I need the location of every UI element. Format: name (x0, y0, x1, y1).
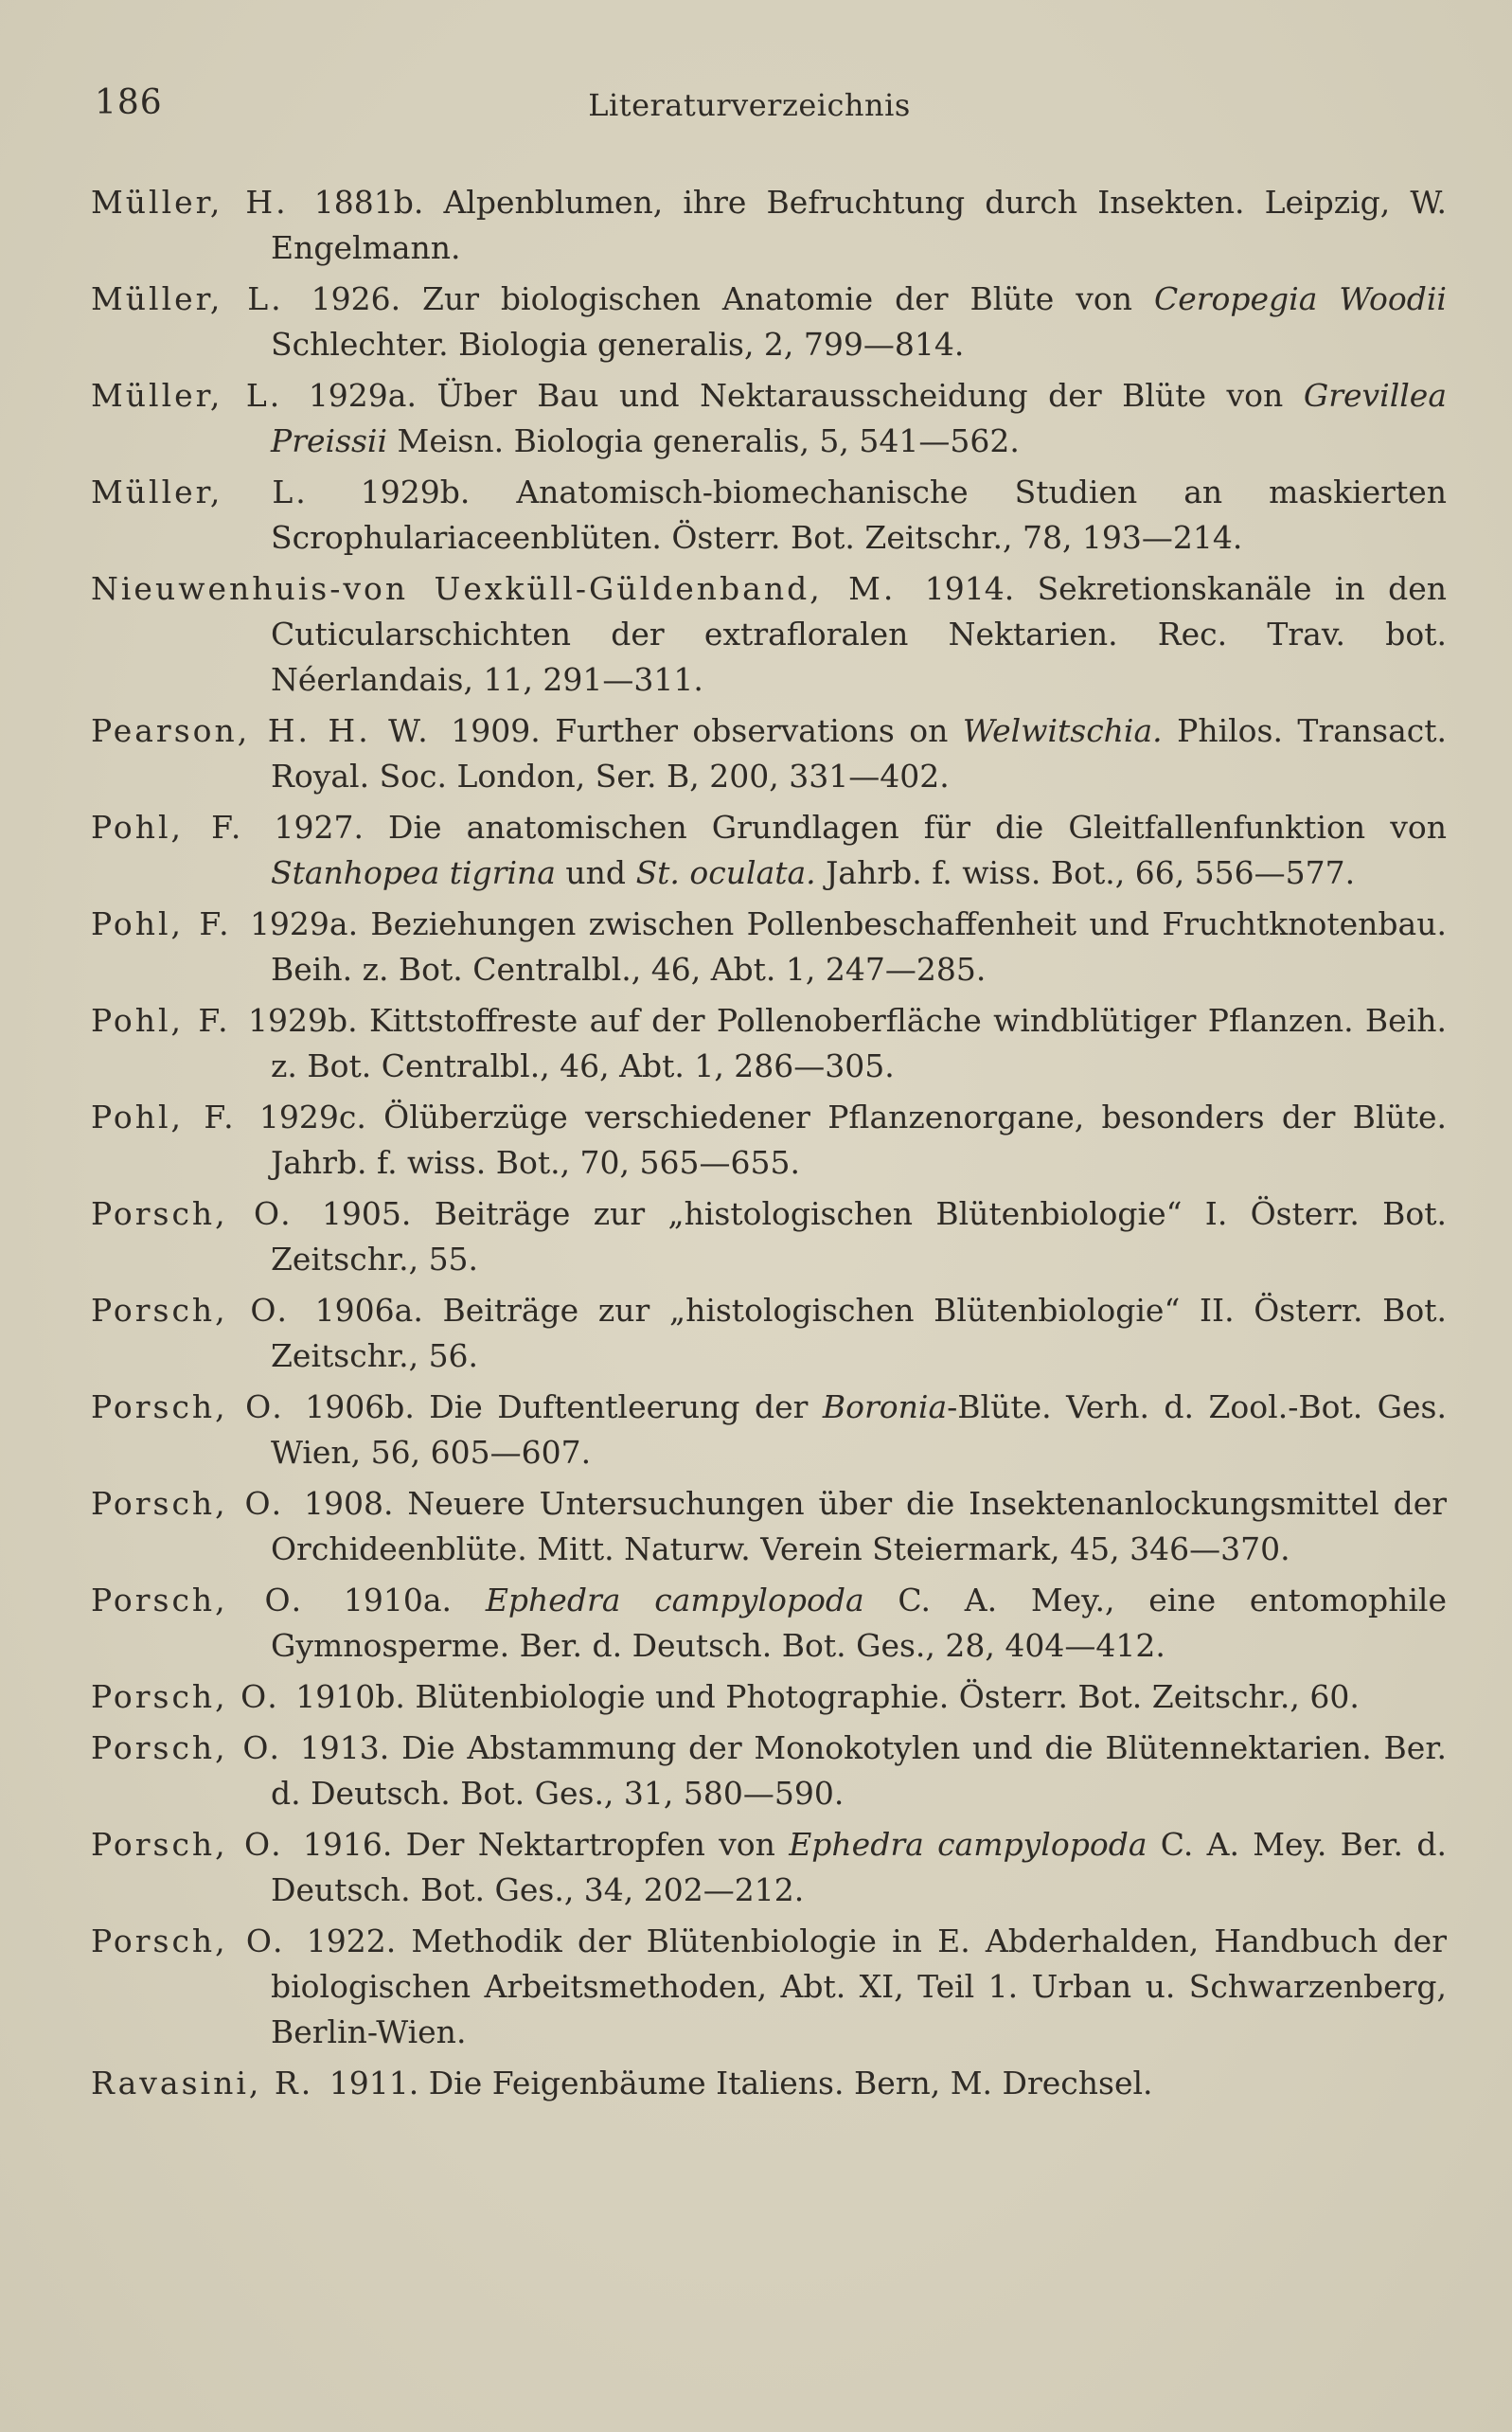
entry-title: Zur biologischen Anatomie der Blüte von Ceropegia Woodii Schlechter. Biologia generalis, 2, 799—814. (271, 280, 1447, 363)
entry-year: 1929b. (360, 474, 471, 510)
bibliography-entry (91, 277, 1447, 367)
entry-author: Porsch, O. (91, 1485, 285, 1522)
bibliography-entry (91, 373, 1447, 464)
bibliography-entry (91, 805, 1447, 896)
entry-title: Die Abstammung der Monokotylen und die Blütennektarien. Ber. d. Deutsch. Bot. Ges., 31, 580—590. (271, 1729, 1447, 1812)
entry-title: Sekretionskanäle in den Cuticularschichten der extrafloralen Nektarien. Rec. Trav. bot. Néerlandais, 11, 291—311. (271, 570, 1447, 698)
entry-year: 1913. (299, 1729, 390, 1766)
entry-title: Beziehungen zwischen Pollenbeschaffenheit und Fruchtknotenbau. Beih. z. Bot. Centralbl., 46, Abt. 1, 247—285. (271, 905, 1447, 988)
bibliography-entry (91, 1674, 1447, 1720)
entry-title: Alpenblumen, ihre Befruchtung durch Insekten. Leipzig, W. Engelmann. (271, 184, 1447, 266)
entry-year: 1929c. (258, 1099, 366, 1136)
entry-author: Pohl, F. (91, 905, 232, 942)
page-number: 186 (95, 83, 163, 122)
bibliography-entry (91, 470, 1447, 561)
entry-author: Müller, L. (91, 280, 284, 317)
species-name: Boronia (822, 1388, 948, 1425)
bibliography-entry (91, 1822, 1447, 1913)
entry-author: Müller, H. (91, 184, 289, 221)
entry-year: 1927. (274, 809, 364, 846)
entry-author: Porsch, O. (91, 1922, 286, 1959)
entry-year: 1929a. (249, 905, 359, 942)
entry-year: 1906a. (314, 1292, 423, 1329)
entry-title: Beiträge zur „histologischen Blütenbiologie“ I. Österr. Bot. Zeitschr., 55. (271, 1195, 1448, 1278)
bibliography-entry (91, 180, 1447, 271)
entry-title: Methodik der Blütenbiologie in E. Abderhalden, Handbuch der biologischen Arbeitsmethoden, Abt. XI, Teil 1. Urban u. Schwarzenberg, Berlin-Wien. (271, 1922, 1447, 2050)
species-name: Ephedra campylopoda (485, 1582, 864, 1618)
bibliography-entry (91, 1095, 1447, 1186)
entry-author: Porsch, O. (91, 1292, 290, 1329)
entry-year: 1929b. (248, 1002, 358, 1039)
bibliography-entry (91, 902, 1447, 992)
entry-author: Müller, L. (91, 377, 283, 414)
entry-author: Ravasini, R. (91, 2065, 314, 2101)
entry-year: 1905. (321, 1195, 412, 1232)
page-header (91, 83, 1408, 131)
bibliography-entry (91, 2061, 1447, 2106)
entry-title: Die Feigenbäume Italiens. Bern, M. Drechsel. (428, 2065, 1153, 2101)
entry-year: 1911. (329, 2065, 419, 2101)
entry-year: 1910b. (295, 1678, 405, 1715)
entry-title: Ephedra campylopoda C. A. Mey., eine entomophile Gymnosperme. Ber. d. Deutsch. Bot. Ges., 28, 404—412. (271, 1582, 1447, 1664)
entry-author: Pohl, F. (91, 1002, 231, 1039)
bibliography-entry (91, 1578, 1447, 1669)
entry-year: 1914. (924, 570, 1015, 607)
species-name: St. oculata. (635, 854, 816, 891)
entry-title: Kittstoffreste auf der Pollenoberfläche windblütiger Pflanzen. Beih. z. Bot. Centralbl., 46, Abt. 1, 286—305. (271, 1002, 1447, 1084)
entry-year: 1906b. (305, 1388, 415, 1425)
entry-year: 1909. (451, 712, 541, 749)
entry-author: Müller, L. (91, 474, 309, 510)
bibliography-entry (91, 1385, 1447, 1475)
entry-author: Porsch, O. (91, 1826, 284, 1863)
entry-author: Porsch, O. (91, 1195, 294, 1232)
entry-title: Further observations on Welwitschia. Philos. Transact. Royal. Soc. London, Ser. B, 200, 331—402. (271, 712, 1447, 795)
entry-title: Anatomisch-biomechanische Studien an maskierten Scrophulariaceenblüten. Österr. Bot. Zeitschr., 78, 193—214. (271, 474, 1447, 556)
bibliography-entry (91, 1191, 1447, 1282)
entry-year: 1929a. (308, 377, 417, 414)
entry-year: 1926. (311, 280, 401, 317)
entry-author: Porsch, O. (91, 1388, 285, 1425)
entry-year: 1881b. (313, 184, 424, 221)
species-name: Ceropegia Woodii (1153, 280, 1447, 317)
entry-title: Über Bau und Nektarausscheidung der Blüte von Grevillea Preissii Meisn. Biologia generalis, 5, 541—562. (271, 377, 1448, 459)
species-name: Stanhopea tigrina (271, 854, 556, 891)
entry-year: 1910a. (343, 1582, 453, 1618)
entry-title: Blütenbiologie und Photographie. Österr. Bot. Zeitschr., 60. (415, 1678, 1360, 1715)
entry-author: Porsch, O. (91, 1729, 283, 1766)
bibliography-entry (91, 708, 1447, 799)
species-name: Grevillea Preissii (271, 377, 1448, 459)
entry-author: Porsch, O. (91, 1678, 280, 1715)
entry-title: Die anatomischen Grundlagen für die Gleitfallenfunktion von Stanhopea tigrina und St. oculata. Jahrb. f. wiss. Bot., 66, 556—577. (271, 809, 1447, 891)
entry-year: 1908. (304, 1485, 394, 1522)
entry-author: Pohl, F. (91, 1099, 237, 1136)
entry-year: 1916. (302, 1826, 393, 1863)
entry-author: Pearson, H. H. W. (91, 712, 431, 749)
entry-title: Ölüberzüge verschiedener Pflanzenorgane, besonders der Blüte. Jahrb. f. wiss. Bot., 70, 565—655. (271, 1099, 1447, 1181)
entry-year: 1922. (306, 1922, 397, 1959)
bibliography-entry (91, 1481, 1447, 1572)
bibliography-entry (91, 566, 1447, 703)
entry-title: Neuere Untersuchungen über die Insektenanlockungsmittel der Orchideenblüte. Mitt. Naturw. Verein Steiermark, 45, 346—370. (271, 1485, 1447, 1567)
entry-title: Beiträge zur „histologischen Blütenbiologie“ II. Österr. Bot. Zeitschr., 56. (271, 1292, 1447, 1374)
entry-title: Der Nektartropfen von Ephedra campylopoda C. A. Mey. Ber. d. Deutsch. Bot. Ges., 34, 202—212. (271, 1826, 1447, 1908)
bibliography-entry (91, 1288, 1447, 1379)
species-name: Ephedra campylopoda (789, 1826, 1147, 1863)
running-title: Literaturverzeichnis (588, 87, 911, 123)
species-name: Welwitschia. (962, 712, 1163, 749)
bibliography-entry (91, 998, 1447, 1089)
entry-title: Die Duftentleerung der Boronia-Blüte. Verh. d. Zool.-Bot. Ges. Wien, 56, 605—607. (271, 1388, 1447, 1471)
entry-author: Nieuwenhuis-von Uexküll-Güldenband, M. (91, 570, 897, 607)
entry-author: Porsch, O. (91, 1582, 305, 1618)
bibliography-entry (91, 1726, 1447, 1816)
bibliography-entry (91, 1919, 1447, 2055)
entry-author: Pohl, F. (91, 809, 244, 846)
bibliography-list (91, 180, 1447, 2112)
